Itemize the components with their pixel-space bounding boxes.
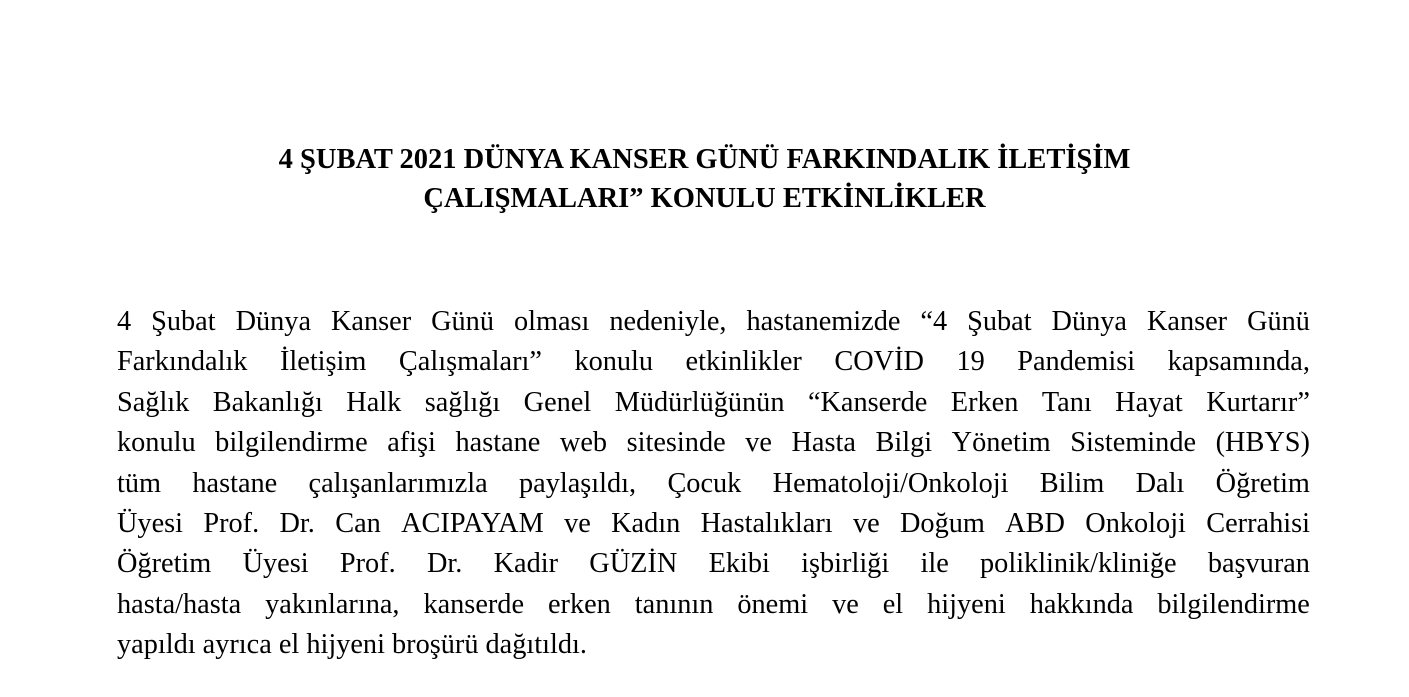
body-word: olması — [513, 306, 590, 337]
body-word: poliklinik/kliniğe — [980, 548, 1177, 580]
body-word: Kadın — [611, 508, 681, 539]
body-word: işbirliği — [801, 548, 890, 580]
body-word: 19 — [956, 346, 985, 378]
body-word: nedeniyle, — [609, 306, 727, 337]
body-word: Kadir — [493, 548, 559, 580]
body-word: İletişim — [279, 346, 367, 378]
body-line-1 — [117, 302, 1310, 342]
body-word: Hayat — [1115, 386, 1183, 418]
body-word: Farkındalık — [117, 346, 248, 378]
body-word: ve — [745, 427, 772, 459]
body-word: Öğretim — [117, 548, 212, 580]
body-word: Kanser — [1146, 306, 1228, 337]
body-word: Genel — [523, 386, 592, 418]
body-word: sitesinde — [626, 427, 726, 459]
body-word: tüm — [117, 467, 162, 499]
body-word: hastanemizde — [746, 306, 901, 337]
body-word: bilgilendirme — [215, 427, 368, 459]
body-word: Dalı — [1135, 467, 1185, 499]
body-word: Üyesi — [242, 548, 309, 580]
body-word: Erken — [950, 386, 1019, 418]
body-word: Şubat — [967, 306, 1032, 337]
body-word: Kanser — [330, 306, 412, 337]
body-word: Hasta — [791, 427, 856, 459]
body-word: hastane — [192, 467, 278, 499]
body-word: başvuran — [1207, 548, 1310, 580]
body-word: önemi — [737, 588, 809, 620]
document-title-line-2: ÇALIŞMALARI” KONULU ETKİNLİKLER — [423, 183, 986, 214]
body-word: ve — [564, 508, 591, 539]
body-word: yakınlarına, — [265, 588, 400, 620]
body-word: GÜZİN — [589, 548, 678, 580]
body-word: bilgilendirme — [1157, 588, 1310, 620]
body-word: hasta/hasta — [117, 588, 242, 620]
body-word: Çocuk — [667, 467, 742, 499]
body-word: Halk — [346, 386, 402, 418]
body-line-8 — [117, 585, 1310, 625]
body-word: Günü — [1247, 306, 1310, 337]
body-word: kapsamında, — [1167, 346, 1310, 378]
body-word: Bilim — [1039, 467, 1105, 499]
body-word: hastane — [455, 427, 541, 459]
document-title-line-1: 4 ŞUBAT 2021 DÜNYA KANSER GÜNÜ FARKINDALIK İLETİŞİM — [278, 144, 1131, 175]
body-line-9: yapıldı ayrıca el hijyeni broşürü dağıtıldı. — [117, 629, 587, 661]
body-line-3 — [117, 383, 1310, 423]
body-word: COVİD — [834, 346, 924, 378]
body-word: paylaşıldı, — [519, 467, 637, 499]
body-word: Günü — [431, 306, 494, 337]
body-word: Prof. — [339, 548, 396, 580]
body-word: tanının — [634, 588, 714, 620]
body-word: “Kanserde — [807, 386, 928, 418]
body-line-2 — [117, 342, 1310, 382]
body-word: Dr. — [279, 508, 315, 539]
body-word: etkinlikler — [685, 346, 802, 378]
body-line-4 — [117, 423, 1310, 463]
body-word: konulu — [117, 427, 196, 459]
body-word: “4 — [920, 306, 948, 337]
body-word: Hastalıkları — [700, 508, 833, 539]
body-word: Sisteminde — [1070, 427, 1197, 459]
body-word: Tanı — [1041, 386, 1092, 418]
body-word: sağlığı — [424, 386, 501, 418]
body-word: Bakanlığı — [212, 386, 323, 418]
body-word: kanserde — [423, 588, 525, 620]
body-word: el — [882, 588, 904, 620]
body-word: Çalışmaları” — [398, 346, 542, 378]
body-word: hijyeni — [927, 588, 1006, 620]
body-word: (HBYS) — [1215, 427, 1310, 459]
body-word: Cerrahisi — [1206, 508, 1310, 539]
body-word: Kurtarır” — [1206, 386, 1310, 418]
body-line-6 — [117, 504, 1310, 544]
body-word: Yönetim — [951, 427, 1051, 459]
body-line-5 — [117, 464, 1310, 504]
body-word: Öğretim — [1215, 467, 1310, 499]
body-word: ACIPAYAM — [401, 508, 544, 539]
body-word: konulu — [574, 346, 654, 378]
body-word: erken — [547, 588, 611, 620]
body-word: Dr. — [426, 548, 463, 580]
body-word: web — [559, 427, 608, 459]
body-word: ile — [920, 548, 949, 580]
body-line-7 — [117, 544, 1310, 584]
body-word: Ekibi — [708, 548, 770, 580]
body-word: ve — [832, 588, 859, 620]
body-word: Dünya — [1051, 306, 1127, 337]
body-word: Pandemisi — [1017, 346, 1136, 378]
body-word: ve — [852, 508, 880, 539]
body-word: Hematoloji/Onkoloji — [772, 467, 1009, 499]
body-word: hakkında — [1029, 588, 1134, 620]
body-word: Dünya — [235, 306, 312, 337]
body-word: Prof. — [203, 508, 260, 539]
body-word: afişi — [387, 427, 436, 459]
body-word: Şubat — [151, 306, 216, 337]
body-word: Doğum — [899, 508, 985, 539]
body-word: Müdürlüğünün — [614, 386, 785, 418]
body-word: Üyesi — [117, 508, 184, 539]
body-word: Bilgi — [875, 427, 933, 459]
body-word: çalışanlarımızla — [308, 467, 488, 499]
body-word: Onkoloji — [1085, 508, 1186, 539]
body-word: Can — [335, 508, 381, 539]
body-word: 4 — [117, 306, 132, 337]
body-word: ABD — [1005, 508, 1065, 539]
body-word: Sağlık — [117, 386, 190, 418]
